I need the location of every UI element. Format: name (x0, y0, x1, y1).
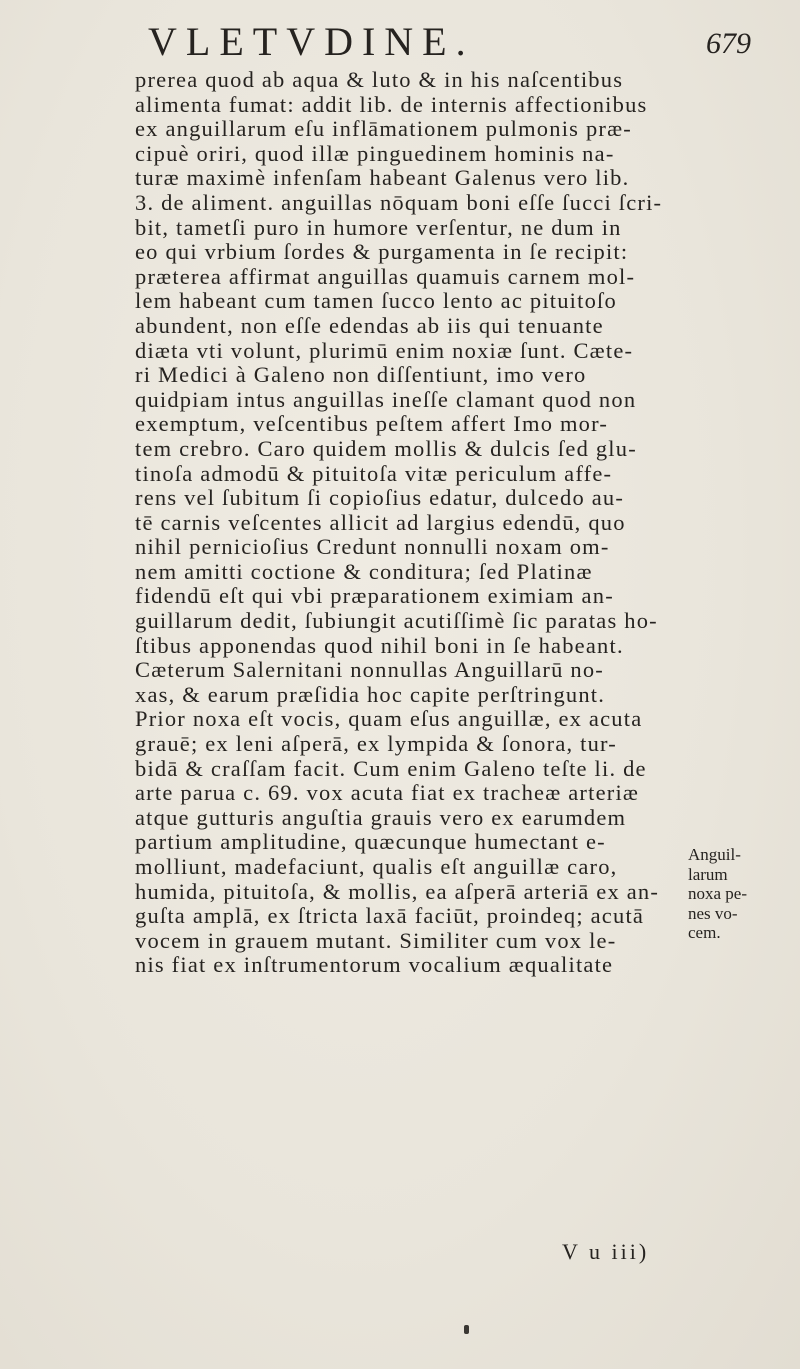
text-line: molliunt, madefaciunt, qualis eſt anguillæ caro, (135, 854, 618, 879)
text-line: eo qui vrbium ſordes & purgamenta in ſe recipit: (135, 239, 629, 265)
text-line: lem habeant cum tamen ſucco lento ac pituitoſo (135, 288, 617, 314)
text-line: alimenta fumat: addit lib. de internis affectionibus (135, 91, 648, 117)
text-line: bidā & craſſam facit. Cum enim Galeno teſte li. de (135, 755, 647, 781)
text-line: arte parua c. 69. vox acuta fiat ex tracheæ arteriæ (135, 780, 640, 806)
text-line: cipuè oriri, quod illæ pinguedinem hominis na- (135, 140, 615, 166)
text-line: nis fiat ex inſtrumentorum vocalium æqualitate (135, 952, 614, 978)
text-line: bit, tametſi puro in humore verſentur, ne dum in (135, 214, 622, 240)
margin-note-line: cem. (688, 923, 721, 942)
text-line: grauē; ex leni aſperā, ex lympida & ſonora, tur- (135, 731, 617, 757)
text-line: vocem in grauem mutant. Similiter cum vox le- (135, 927, 617, 953)
text-line: Prior noxa eſt vocis, quam eſus anguillæ, ex acuta (135, 706, 643, 732)
text-line: Cæterum Salernitani nonnullas Anguillarū no- (135, 657, 604, 683)
margin-note (688, 845, 794, 943)
running-head: VLETVDINE. (148, 19, 475, 64)
text-line: ex anguillarum eſu inflāmationem pulmonis præ- (135, 116, 632, 142)
margin-note-line: Anguil- (688, 845, 741, 864)
text-line: exemptum, veſcentibus peſtem affert Imo mor- (135, 411, 609, 437)
text-line: partium amplitudine, quæcunque humectant e- (135, 829, 606, 855)
text-line: fidendū eſt qui vbi præparationem eximiam an- (135, 583, 614, 609)
margin-note-line: larum (688, 864, 728, 884)
text-line: tem crebro. Caro quidem mollis & dulcis ſed glu- (135, 435, 637, 461)
margin-note-line: nes vo- (688, 903, 738, 923)
page-number: 679 (706, 27, 751, 60)
text-line: nihil pernicioſius Credunt nonnulli noxam om- (135, 534, 610, 560)
text-line: guſta amplā, ex ſtricta laxā faciūt, proindeq; acutā (135, 903, 645, 929)
body-text (135, 68, 677, 978)
text-line: diæta vti volunt, plurimū enim noxiæ ſunt. Cæte- (135, 337, 634, 363)
signature-mark: V u iii) (562, 1239, 650, 1264)
text-line: prerea quod ab aqua & luto & in his naſcentibus (135, 67, 624, 92)
text-line: humida, pituitoſa, & mollis, ea aſperā arteriā ex an- (135, 878, 660, 904)
text-line: nem amitti coctione & conditura; ſed Platinæ (135, 558, 593, 584)
ink-speck (464, 1325, 469, 1334)
text-line: tē carnis veſcentes allicit ad largius edendū, quo (135, 509, 626, 535)
text-line: quidpiam intus anguillas ineſſe clamant quod non (135, 386, 637, 412)
text-line: xas, & earum præſidia hoc capite perſtringunt. (135, 681, 606, 707)
text-line: 3. de aliment. anguillas nōquam boni eſſe ſucci ſcri- (135, 189, 663, 215)
text-line: tinoſa admodū & pituitoſa vitæ periculum affe- (135, 460, 613, 486)
text-line: ſtibus apponendas quod nihil boni in ſe habeant. (135, 632, 624, 658)
text-line: rens vel ſubitum ſi copioſius edatur, dulcedo au- (135, 485, 625, 511)
page-header (140, 18, 780, 68)
text-line: abundent, non eſſe edendas ab iis qui tenuante (135, 312, 604, 338)
text-line: atque gutturis anguſtia grauis vero ex earumdem (135, 804, 627, 830)
text-line: guillarum dedit, ſubiungit acutiſſimè ſic paratas ho- (135, 608, 658, 634)
text-line: ri Medici à Galeno non diſſentiunt, imo vero (135, 362, 587, 388)
text-line: turæ maximè infenſam habeant Galenus vero lib. (135, 165, 630, 191)
margin-note-line: noxa pe- (688, 884, 748, 903)
text-line: præterea affirmat anguillas quamuis carnem mol- (135, 263, 636, 289)
